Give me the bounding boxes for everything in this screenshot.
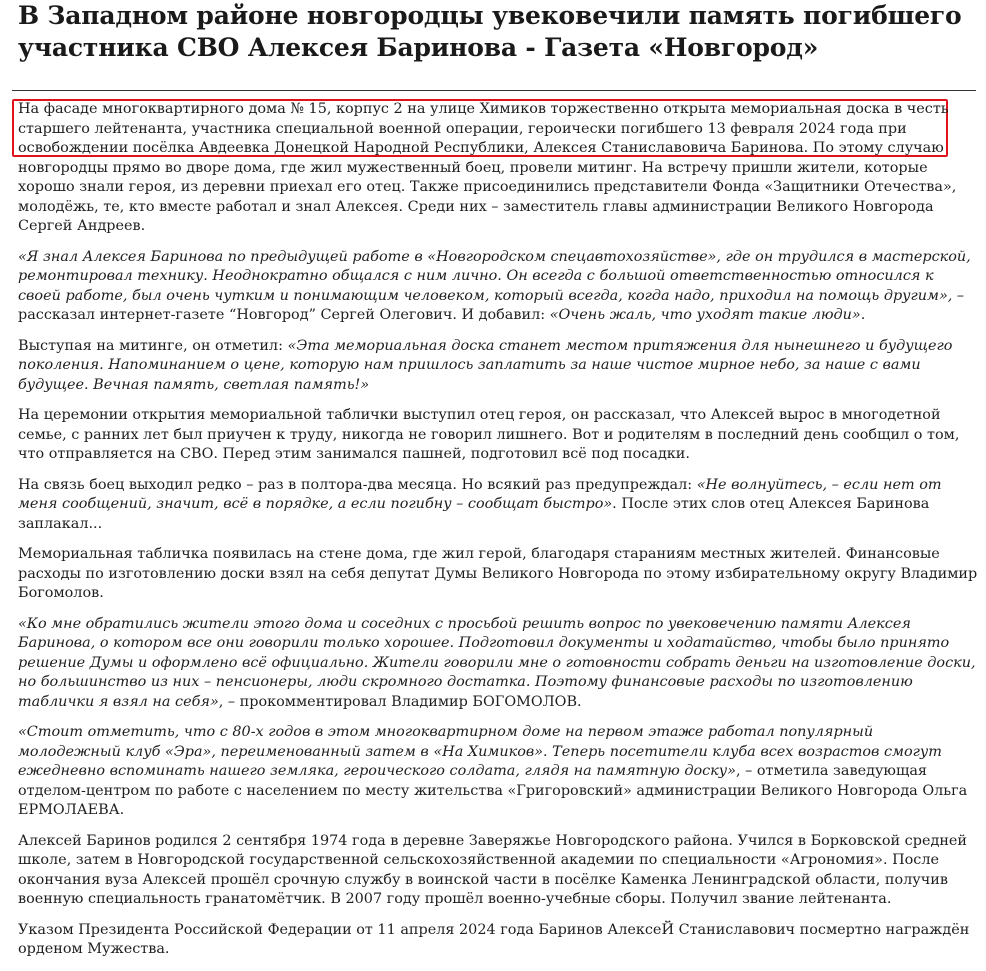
- quote-text: «Эта мемориальная доска станет местом притяжения для нынешнего и будущего поколения. Напоминанием о цене, которую нам пришлось заплатить за наше чистое мирное небо, за наше с вами будущее. Вечная память, светлая память!»: [18, 337, 953, 393]
- article-paragraph: [18, 100, 980, 237]
- paragraph-text: Выступая на митинге, он отметил:: [18, 337, 288, 354]
- article-body: [18, 100, 980, 971]
- paragraph-text: Указом Президента Российской Федерации от 11 апреля 2024 года Баринов АлексеЙ Станиславович посмертно награждён орденом Мужества.: [18, 921, 970, 957]
- quote-text: «Ко мне обратились жители этого дома и соседних с просьбой решить вопрос по увековечению памяти Алексея Баринова, о котором все они говорили только хорошее. Подготовил документы и ходатайство, чтобы было принято решение Думы и оформлено всё официально. Жители говорили мне о готовности собрать деньги на изготовление доски, но большинство из них – пенсионеры, люди скромного достатка. Поэтому финансовые расходы по изготовлению таблички я взял на себя»: [18, 615, 976, 710]
- quote-text: «Стоит отметить, что с 80-х годов в этом многоквартирном доме на первом этаже работал популярный молодежный клуб «Эра», переименованный затем в «На Химиков». Теперь посетители клуба всех возрастов смогут ежедневно вспоминать нашего земляка, героического солдата, глядя на памятную доску»: [18, 724, 942, 779]
- article-paragraph: [18, 832, 980, 910]
- paragraph-text: Мемориальная табличка появилась на стене дома, где жил герой, благодаря стараниям местных жителей. Финансовые расходы по изготовлению доски взял на себя депутат Думы Великого Новгорода по этому избирательному округу Владимир Богомолов.: [18, 546, 978, 601]
- paragraph-text: .: [860, 307, 866, 323]
- paragraph-text: На связь боец выходил редко – раз в полтора-два месяца. Но всякий раз предупреждал:: [18, 476, 697, 493]
- paragraph-text: . После этих слов отец Алексея Баринова заплакал...: [18, 496, 930, 532]
- paragraph-text: – рассказал интернет-газете “Новгород” Сергей Олегович. И добавил:: [18, 287, 965, 323]
- quote-text: «Очень жаль, что уходят такие люди»: [549, 307, 861, 323]
- quote-text: «Не волнуйтесь, – если нет от меня сообщений, значит, всё в порядке, а если погибну – сообщат быстро»: [18, 476, 942, 512]
- paragraph-text: На фасаде многоквартирного дома № 15, корпус 2 на улице Химиков торжественно открыта мемориальная доска в честь старшего лейтенанта, участника специальной военной операции, героически погибшего 13 февраля 2024 года при освобождении посёлка Авдеевка Донецкой Народной Республики, Алексея Станиславовича Баринова. По этому случаю новгородцы прямо во дворе дома, где жил мужественный боец, провели митинг. На встречу пришли жители, которые хорошо знали героя, из деревни приехал его отец. Также присоединились представители Фонда «Защитники Отечества», молодёжь, те, кто вместе работал и знал Алексея. Среди них – заместитель главы администрации Великого Новгорода Сергей Андреев.: [18, 101, 957, 234]
- article-paragraph: [18, 545, 980, 604]
- paragraph-text: Алексей Баринов родился 2 сентября 1974 года в деревне Заверяжье Новгородского района. Учился в Борковской средней школе, затем в Новгородской государственной сельскохозяйственной академии по специальности «Агрономия». После окончания вуза Алексей прошёл срочную службу в воинской части в посёлке Каменка Ленинградской области, получив военную специальность гранатомётчик. В 2007 году прошёл военно-учебные сборы. Получил звание лейтенанта.: [18, 832, 968, 907]
- article-paragraph: [18, 337, 980, 396]
- article-paragraph: [18, 476, 980, 535]
- article-paragraph: [18, 248, 980, 326]
- paragraph-text: , – отметила заведующая отделом-центром по работе с населением по месту жительства «Григоровский» администрации Великого Новгорода Ольга ЕРМОЛАЕВА.: [18, 763, 968, 818]
- article-paragraph: [18, 723, 980, 821]
- article-paragraph: [18, 921, 980, 960]
- title-divider: [12, 90, 976, 91]
- quote-text: «Я знал Алексея Баринова по предыдущей работе в «Новгородском спецавтохозяйстве», где он трудился в мастерской, ремонтировал технику. Неоднократно общался с ним лично. Он всегда с большой ответственностью относился к своей работе, был очень чутким и понимающим человеком, который всегда, когда надо, приходил на помощь другим»,: [18, 248, 971, 304]
- article-paragraph: [18, 406, 980, 465]
- paragraph-text: , – прокомментировал Владимир БОГОМОЛОВ.: [218, 693, 582, 710]
- article-title: В Западном районе новгородцы увековечили память погибшего участника СВО Алексея Баринова - Газета «Новгород»: [18, 1, 962, 62]
- article-paragraph: [18, 615, 980, 713]
- paragraph-text: На церемонии открытия мемориальной таблички выступил отец героя, он рассказал, что Алексей вырос в многодетной семье, с ранних лет был приучен к труду, никогда не говорил лишнего. Вот и родителям в последний день сообщил о том, что отправляется на СВО. Перед этим занимался пашней, подготовил всё под посадки.: [18, 407, 960, 462]
